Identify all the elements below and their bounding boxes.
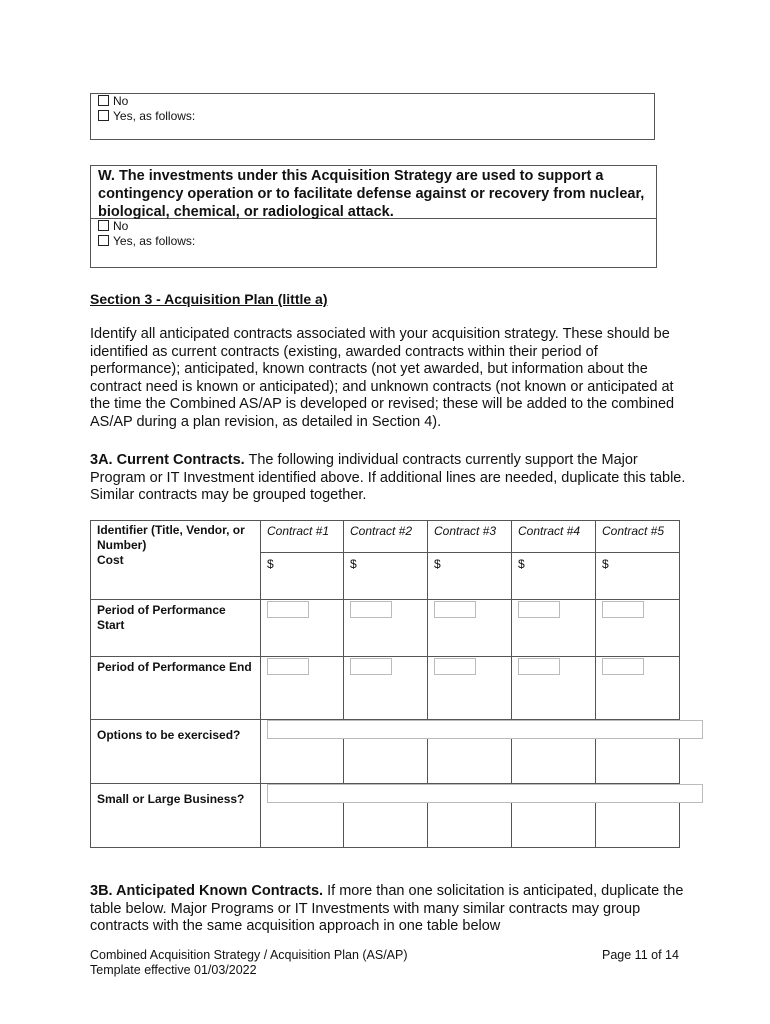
footer-title: Combined Acquisition Strategy / Acquisition Plan (AS/AP) <box>90 948 408 962</box>
pop-start-row <box>91 600 680 657</box>
checkbox-yes[interactable] <box>98 110 109 121</box>
section-intro: Identify all anticipated contracts associated with your acquisition strategy. These should be identified as current contracts (existing, awarded contracts within their period of performance); anticipated, known contracts (not yet awarded, but information about the contract need is known or anticipated); and unknown contracts (not known or anticipated at the time the Combined AS/AP is developed or revised; these will be added to the combined AS/AP during a plan revision, as detailed in Section 4). <box>90 326 675 430</box>
footer-left <box>90 948 408 978</box>
footer-effective: Template effective 01/03/2022 <box>90 963 257 977</box>
pop-start-cell-2 <box>344 600 428 657</box>
pop-end-cell-3 <box>428 657 512 720</box>
checkbox-no[interactable] <box>98 220 109 231</box>
option-yes-label: Yes, as follows: <box>113 109 196 123</box>
cost-cell-4[interactable]: $ <box>512 553 596 600</box>
question-w-box <box>90 165 657 268</box>
pop-end-field-4[interactable] <box>518 658 560 675</box>
options-label: Options to be exercised? <box>91 720 261 784</box>
question-w-text: W. The investments under this Acquisition Strategy are used to support a contingency operation or to facilitate defense against or recovery from nuclear, biological, chemical, or radiological attack. <box>91 166 656 219</box>
anticipated-contracts-paragraph <box>90 883 690 936</box>
pop-end-cell-1 <box>261 657 344 720</box>
anticipated-contracts-text: If more than one solicitation is anticipated, duplicate the table below. Major Programs or IT Investments with many similar contracts may group contracts with the same acquisition approach in one table below <box>90 883 684 934</box>
identifier-cost-label-cell <box>91 521 261 600</box>
current-contracts-paragraph <box>90 452 690 505</box>
pop-start-cell-4 <box>512 600 596 657</box>
pop-start-cell-1 <box>261 600 344 657</box>
cost-label: Cost <box>97 553 124 567</box>
contract-2-header: Contract #2 <box>344 521 428 553</box>
pop-start-cell-5 <box>596 600 680 657</box>
pop-end-field-5[interactable] <box>602 658 644 675</box>
cost-cell-2[interactable]: $ <box>344 553 428 600</box>
current-contracts-text: The following individual contracts currently support the Major Program or IT Investment identified above. If additional lines are needed, duplicate this table. Similar contracts may be grouped together. <box>90 452 686 503</box>
table-header-row <box>91 521 680 553</box>
anticipated-contracts-heading: 3B. Anticipated Known Contracts. <box>90 883 324 899</box>
pop-start-field-4[interactable] <box>518 601 560 618</box>
business-input-field[interactable] <box>267 784 703 803</box>
pop-end-field-3[interactable] <box>434 658 476 675</box>
contract-1-header: Contract #1 <box>261 521 344 553</box>
pop-end-cell-5 <box>596 657 680 720</box>
section-title: Section 3 - Acquisition Plan (little a) <box>90 291 328 307</box>
option-yes-label: Yes, as follows: <box>113 234 196 248</box>
options-input-field[interactable] <box>267 720 703 739</box>
pop-end-cell-4 <box>512 657 596 720</box>
contract-5-header: Contract #5 <box>596 521 680 553</box>
pop-end-cell-2 <box>344 657 428 720</box>
pop-start-label: Period of Performance Start <box>91 600 261 657</box>
pop-end-field-2[interactable] <box>350 658 392 675</box>
option-no[interactable] <box>91 219 656 234</box>
current-contracts-heading: 3A. Current Contracts. <box>90 452 245 468</box>
checkbox-no[interactable] <box>98 95 109 106</box>
pop-start-field-3[interactable] <box>434 601 476 618</box>
option-yes[interactable] <box>91 234 656 249</box>
pop-start-field-5[interactable] <box>602 601 644 618</box>
cost-cell-3[interactable]: $ <box>428 553 512 600</box>
cost-cell-1[interactable]: $ <box>261 553 344 600</box>
contract-4-header: Contract #4 <box>512 521 596 553</box>
pop-start-cell-3 <box>428 600 512 657</box>
pop-start-field-1[interactable] <box>267 601 309 618</box>
option-no-label: No <box>113 219 129 233</box>
page-number: Page 11 of 14 <box>602 948 679 962</box>
pop-end-row <box>91 657 680 720</box>
pop-end-field-1[interactable] <box>267 658 309 675</box>
option-no-label: No <box>113 94 129 108</box>
business-label: Small or Large Business? <box>91 784 261 848</box>
cost-cell-5[interactable]: $ <box>596 553 680 600</box>
question-v-box <box>90 93 655 140</box>
identifier-label: Identifier (Title, Vendor, or Number) <box>97 523 245 552</box>
contract-3-header: Contract #3 <box>428 521 512 553</box>
option-yes[interactable] <box>91 109 654 124</box>
option-no[interactable] <box>91 94 654 109</box>
pop-start-field-2[interactable] <box>350 601 392 618</box>
checkbox-yes[interactable] <box>98 235 109 246</box>
pop-end-label: Period of Performance End <box>91 657 261 720</box>
